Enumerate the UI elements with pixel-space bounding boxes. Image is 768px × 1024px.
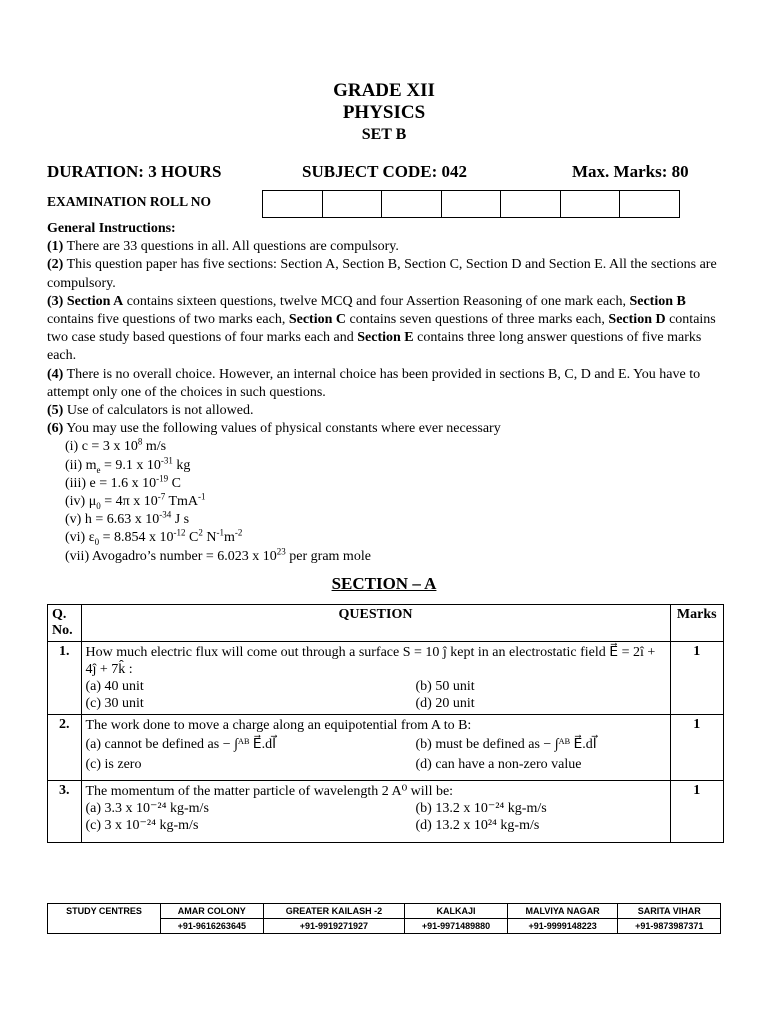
question-number: 1. bbox=[48, 642, 82, 715]
instruction-1: (1) There are 33 questions in all. All questions are compulsory. bbox=[47, 239, 399, 255]
table-row bbox=[48, 642, 724, 715]
roll-no-boxes[interactable] bbox=[262, 190, 680, 218]
header-qno: Q. No. bbox=[48, 605, 82, 642]
option-c: (c) 30 unit bbox=[85, 696, 144, 711]
instruction-3: (3) Section A contains sixteen questions, twelve MCQ and four Assertion Reasoning of one mark each, Section B contains five questions of two marks each, Section C contains seven questions of three marks each, Section D contains two case study based questions of four marks each and Section E contains three long answer questions of five marks each. bbox=[47, 293, 716, 364]
header-marks: Marks bbox=[670, 605, 724, 642]
max-marks: Max. Marks: 80 bbox=[572, 162, 689, 181]
centre-phone: +91-9616263645 bbox=[161, 919, 264, 934]
roll-box[interactable] bbox=[501, 191, 561, 217]
instruction-5: (5) Use of calculators is not allowed. bbox=[47, 403, 254, 419]
question-text: How much electric flux will come out through a surface S = 10 ĵ kept in an electrostatic field E⃗ = 2î + 4ĵ + 7k̂ : bbox=[85, 645, 656, 677]
table-row bbox=[48, 781, 724, 843]
question-number: 3. bbox=[48, 781, 82, 843]
centre-phone: +91-9873987371 bbox=[618, 919, 721, 934]
instruction-4: (4) There is no overall choice. However, an internal choice has been provided in sections B, C, D and E. You have to attempt only one of the choices in such questions. bbox=[47, 366, 701, 400]
option-a: (a) 40 unit bbox=[85, 679, 144, 694]
centre-name: AMAR COLONY bbox=[161, 904, 264, 919]
grade-title: GRADE XII bbox=[333, 80, 435, 101]
option-b: (b) 13.2 x 10⁻²⁴ kg-m/s bbox=[415, 801, 547, 816]
option-c: (c) is zero bbox=[85, 757, 142, 772]
roll-box[interactable] bbox=[263, 191, 323, 217]
option-d: (d) can have a non-zero value bbox=[415, 757, 582, 772]
option-b: (b) 50 unit bbox=[415, 679, 475, 694]
centre-phone: +91-9971489880 bbox=[405, 919, 508, 934]
option-a: (a) 3.3 x 10⁻²⁴ kg-m/s bbox=[85, 801, 209, 816]
constant-mu0: (iv) $\mu_0 = 4\pi$ x $10^{-7}$ TmA$^{-1}$ bbox=[65, 491, 206, 511]
question-number: 2. bbox=[48, 715, 82, 781]
instruction-6: (6) You may use the following values of physical constants where ever necessary bbox=[47, 421, 501, 437]
subject-title: PHYSICS bbox=[342, 102, 426, 123]
question-cell bbox=[81, 715, 670, 781]
table-row bbox=[48, 715, 724, 781]
constant-me: (ii) $m_e = 9.1$ x $10^{-31}$ kg bbox=[65, 454, 191, 475]
table-header bbox=[48, 605, 724, 642]
option-d: (d) 20 unit bbox=[415, 696, 475, 711]
roll-box[interactable] bbox=[382, 191, 442, 217]
question-cell bbox=[81, 781, 670, 843]
constant-e: (iii) e = 1.6 x $10^{-19}$ C bbox=[65, 473, 181, 491]
header-question: QUESTION bbox=[81, 605, 670, 642]
centre-name: KALKAJI bbox=[405, 904, 508, 919]
centre-name: SARITA VIHAR bbox=[618, 904, 721, 919]
roll-no-label: EXAMINATION ROLL NO bbox=[47, 194, 212, 209]
set-title: SET B bbox=[361, 126, 407, 143]
option-d: (d) 13.2 x 10²⁴ kg-m/s bbox=[415, 818, 540, 833]
question-text: The work done to move a charge along an equipotential from A to B: bbox=[85, 718, 472, 733]
roll-box[interactable] bbox=[620, 191, 679, 217]
instruction-2: (2) This question paper has five sections: Section A, Section B, Section C, Section D and Section E. All the sections are compulsory. bbox=[47, 257, 717, 291]
question-text: The momentum of the matter particle of wavelength 2 A⁰ will be: bbox=[85, 784, 454, 799]
section-heading: SECTION – A bbox=[331, 574, 437, 593]
option-c: (c) 3 x 10⁻²⁴ kg-m/s bbox=[85, 818, 199, 833]
question-marks: 1 bbox=[670, 642, 724, 715]
option-b: (b) must be defined as − ∫ᴬᴮ E⃗.dl⃗ bbox=[415, 737, 597, 752]
general-instructions bbox=[47, 220, 727, 566]
centre-name: GREATER KAILASH -2 bbox=[263, 904, 405, 919]
constant-h: (v) h = 6.63 x $10^{-34}$ J s bbox=[65, 509, 190, 528]
subject-code: SUBJECT CODE: 042 bbox=[302, 162, 467, 181]
centre-phone: +91-9919271927 bbox=[263, 919, 405, 934]
constant-c: (i) c = 3 x $10^8$ m/s bbox=[65, 436, 167, 455]
roll-box[interactable] bbox=[442, 191, 502, 217]
duration: DURATION: 3 HOURS bbox=[47, 162, 222, 181]
study-centres-footer bbox=[47, 903, 721, 934]
centre-phone: +91-9999148223 bbox=[507, 919, 618, 934]
question-table bbox=[47, 604, 724, 843]
instructions-heading: General Instructions: bbox=[47, 221, 176, 236]
centre-name: MALVIYA NAGAR bbox=[507, 904, 618, 919]
question-marks: 1 bbox=[670, 715, 724, 781]
option-a: (a) cannot be defined as − ∫ᴬᴮ E⃗.dl⃗ bbox=[85, 737, 276, 752]
constant-eps0: (vi) $\varepsilon_0 = 8.854$ x $10^{-12}$ $C^2$ $N^{-1}m^{-2}$ bbox=[65, 527, 243, 548]
roll-box[interactable] bbox=[561, 191, 621, 217]
question-cell bbox=[81, 642, 670, 715]
constant-avogadro: (vii) Avogadro’s number = 6.023 x $10^{23}$ per gram mole bbox=[65, 546, 371, 564]
question-marks: 1 bbox=[670, 781, 724, 843]
footer-label: STUDY CENTRES bbox=[48, 904, 161, 934]
roll-box[interactable] bbox=[323, 191, 383, 217]
